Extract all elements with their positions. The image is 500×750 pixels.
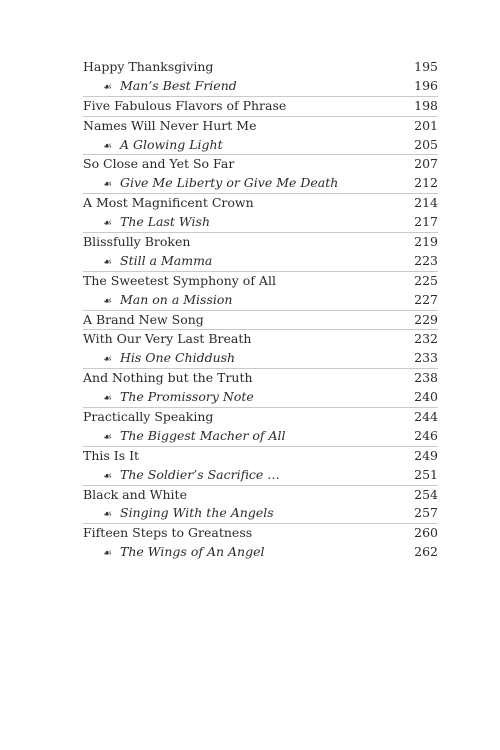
page-number: 244 <box>414 409 438 425</box>
ornament-icon: ☙ <box>103 470 112 482</box>
subentry-title: A Glowing Light <box>120 136 223 152</box>
ornament-icon: ☙ <box>103 548 112 560</box>
page-number: 196 <box>414 77 438 93</box>
subentry-title: The Promissory Note <box>120 389 254 405</box>
toc-entry[interactable] <box>83 117 438 136</box>
page-number: 249 <box>414 447 438 463</box>
subentry-title: Man on a Mission <box>120 291 233 307</box>
toc-subentry[interactable] <box>83 349 438 368</box>
table-of-contents <box>83 58 438 562</box>
toc-entry[interactable] <box>83 194 438 213</box>
toc-subentry[interactable] <box>83 388 438 407</box>
entry-title: Blissfully Broken <box>83 234 191 250</box>
ornament-icon: ☙ <box>103 218 112 230</box>
ornament-icon: ☙ <box>103 179 112 191</box>
toc-entry[interactable] <box>83 486 438 505</box>
entry-title: Black and White <box>83 486 187 502</box>
ornament-icon: ☙ <box>103 354 112 366</box>
subentry-title: The Biggest Macher of All <box>120 427 286 443</box>
entry-title: Happy Thanksgiving <box>83 59 214 74</box>
page-number: 238 <box>414 370 438 386</box>
toc-subentry[interactable] <box>83 427 438 446</box>
toc-entry[interactable] <box>83 408 438 427</box>
toc-entry[interactable] <box>83 447 438 466</box>
page-number: 223 <box>414 252 438 268</box>
entry-title: Fifteen Steps to Greatness <box>83 525 253 541</box>
toc-entry[interactable] <box>83 369 438 388</box>
ornament-icon: ☙ <box>103 81 112 93</box>
toc-subentry[interactable] <box>83 504 438 523</box>
page-number: 217 <box>414 214 438 230</box>
toc-entry[interactable] <box>83 97 438 116</box>
toc-subentry[interactable] <box>83 466 438 485</box>
page-number: 257 <box>414 505 438 521</box>
toc-subentry[interactable] <box>83 174 438 193</box>
subentry-title: Give Me Liberty or Give Me Death <box>120 175 339 191</box>
toc-entry[interactable] <box>83 272 438 291</box>
ornament-icon: ☙ <box>103 256 112 268</box>
page-number: 201 <box>414 117 438 133</box>
subentry-title: The Last Wish <box>120 214 211 230</box>
toc-subentry[interactable] <box>83 252 438 271</box>
page-number: 254 <box>414 486 438 502</box>
toc-entry[interactable] <box>83 233 438 252</box>
entry-title: The Sweetest Symphony of All <box>83 272 276 288</box>
page-number: 246 <box>414 427 438 443</box>
page-number: 195 <box>414 59 438 74</box>
subentry-title: Singing With the Angels <box>120 505 274 521</box>
ornament-icon: ☙ <box>103 295 112 307</box>
subentry-title: Still a Mamma <box>120 252 213 268</box>
entry-title: Five Fabulous Flavors of Phrase <box>83 97 287 113</box>
entry-title: So Close and Yet So Far <box>83 156 235 172</box>
toc-entry[interactable] <box>83 155 438 174</box>
entry-title: This Is It <box>83 447 140 463</box>
page-number: 205 <box>414 136 438 152</box>
subentry-title: Man’s Best Friend <box>120 77 237 93</box>
page-number: 232 <box>414 331 438 347</box>
ornament-icon: ☙ <box>103 140 112 152</box>
page-number: 212 <box>414 175 438 191</box>
page-number: 227 <box>414 291 438 307</box>
entry-title: A Most Magnificent Crown <box>83 195 254 211</box>
subentry-title: His One Chiddush <box>120 350 236 366</box>
entry-title: Practically Speaking <box>83 409 214 425</box>
entry-title: With Our Very Last Breath <box>83 331 252 347</box>
toc-subentry[interactable] <box>83 136 438 155</box>
entry-title: And Nothing but the Truth <box>83 370 253 386</box>
ornament-icon: ☙ <box>103 509 112 521</box>
toc-entry[interactable] <box>83 58 438 77</box>
ornament-icon: ☙ <box>103 393 112 405</box>
page-number: 198 <box>414 97 438 113</box>
entry-title: Names Will Never Hurt Me <box>83 117 257 133</box>
page-number: 214 <box>414 195 438 211</box>
subentry-title: The Soldier’s Sacrifice … <box>120 466 280 482</box>
toc-entry[interactable] <box>83 311 438 330</box>
page-number: 207 <box>414 156 438 172</box>
toc-entry[interactable] <box>83 330 438 349</box>
page-number: 260 <box>414 525 438 541</box>
toc-subentry[interactable] <box>83 77 438 96</box>
page-number: 262 <box>414 544 438 560</box>
page-number: 251 <box>414 466 438 482</box>
toc-subentry[interactable] <box>83 213 438 232</box>
page-number: 229 <box>414 311 438 327</box>
entry-title: A Brand New Song <box>83 311 204 327</box>
toc-subentry[interactable] <box>83 291 438 310</box>
toc-entry[interactable] <box>83 524 438 543</box>
page-number: 219 <box>414 234 438 250</box>
subentry-title: The Wings of An Angel <box>120 544 265 560</box>
page-number: 240 <box>414 389 438 405</box>
toc-subentry[interactable] <box>83 543 438 562</box>
page-number: 225 <box>414 272 438 288</box>
ornament-icon: ☙ <box>103 431 112 443</box>
page-number: 233 <box>414 350 438 366</box>
